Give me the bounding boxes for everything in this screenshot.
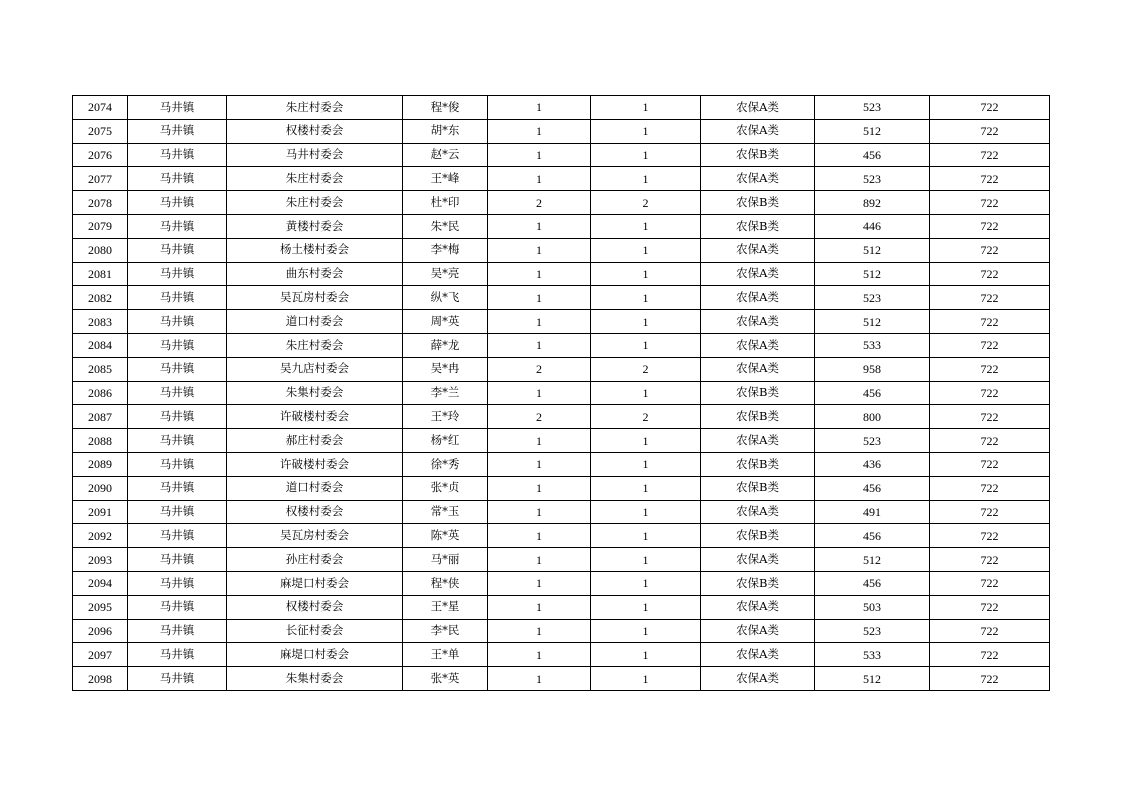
serial-number-cell: 2087	[73, 405, 128, 429]
household-count-cell: 2	[488, 191, 591, 215]
table-row	[73, 96, 1050, 120]
town-cell: 马井镇	[128, 643, 227, 667]
person-count-cell: 1	[591, 286, 701, 310]
village-committee-cell: 长征村委会	[227, 619, 403, 643]
person-count-cell: 1	[591, 452, 701, 476]
serial-number-cell: 2097	[73, 643, 128, 667]
insurance-category-cell: 农保B类	[701, 571, 815, 595]
amount-cell: 503	[815, 595, 930, 619]
serial-number-cell: 2076	[73, 143, 128, 167]
person-name-cell: 张*贞	[403, 476, 488, 500]
person-count-cell: 1	[591, 548, 701, 572]
person-count-cell: 1	[591, 96, 701, 120]
person-name-cell: 程*俊	[403, 96, 488, 120]
standard-cell: 722	[930, 96, 1050, 120]
person-count-cell: 1	[591, 262, 701, 286]
household-count-cell: 1	[488, 310, 591, 334]
insurance-category-cell: 农保A类	[701, 429, 815, 453]
village-committee-cell: 朱庄村委会	[227, 167, 403, 191]
table-row	[73, 452, 1050, 476]
table-row	[73, 381, 1050, 405]
serial-number-cell: 2095	[73, 595, 128, 619]
village-committee-cell: 郝庄村委会	[227, 429, 403, 453]
person-count-cell: 1	[591, 143, 701, 167]
standard-cell: 722	[930, 667, 1050, 691]
serial-number-cell: 2078	[73, 191, 128, 215]
person-count-cell: 1	[591, 429, 701, 453]
amount-cell: 446	[815, 214, 930, 238]
table-row	[73, 524, 1050, 548]
person-count-cell: 2	[591, 191, 701, 215]
standard-cell: 722	[930, 524, 1050, 548]
insurance-category-cell: 农保A类	[701, 238, 815, 262]
person-name-cell: 胡*东	[403, 119, 488, 143]
table-body	[73, 96, 1050, 691]
serial-number-cell: 2091	[73, 500, 128, 524]
town-cell: 马井镇	[128, 286, 227, 310]
amount-cell: 523	[815, 619, 930, 643]
serial-number-cell: 2084	[73, 333, 128, 357]
insurance-category-cell: 农保A类	[701, 357, 815, 381]
amount-cell: 491	[815, 500, 930, 524]
town-cell: 马井镇	[128, 191, 227, 215]
household-count-cell: 1	[488, 262, 591, 286]
insurance-category-cell: 农保A类	[701, 333, 815, 357]
insurance-category-cell: 农保A类	[701, 167, 815, 191]
table-row	[73, 357, 1050, 381]
insurance-category-cell: 农保A类	[701, 643, 815, 667]
person-name-cell: 薛*龙	[403, 333, 488, 357]
standard-cell: 722	[930, 643, 1050, 667]
table-row	[73, 643, 1050, 667]
serial-number-cell: 2082	[73, 286, 128, 310]
amount-cell: 456	[815, 524, 930, 548]
village-committee-cell: 许破楼村委会	[227, 452, 403, 476]
town-cell: 马井镇	[128, 429, 227, 453]
table-row	[73, 119, 1050, 143]
table-row	[73, 548, 1050, 572]
town-cell: 马井镇	[128, 667, 227, 691]
insurance-category-cell: 农保B类	[701, 381, 815, 405]
table-row	[73, 167, 1050, 191]
insurance-category-cell: 农保B类	[701, 476, 815, 500]
household-count-cell: 1	[488, 643, 591, 667]
person-name-cell: 陈*英	[403, 524, 488, 548]
amount-cell: 456	[815, 143, 930, 167]
household-count-cell: 1	[488, 524, 591, 548]
village-committee-cell: 孙庄村委会	[227, 548, 403, 572]
household-count-cell: 1	[488, 571, 591, 595]
household-count-cell: 1	[488, 619, 591, 643]
person-count-cell: 1	[591, 595, 701, 619]
standard-cell: 722	[930, 405, 1050, 429]
village-committee-cell: 朱庄村委会	[227, 333, 403, 357]
person-name-cell: 王*玲	[403, 405, 488, 429]
household-count-cell: 1	[488, 429, 591, 453]
standard-cell: 722	[930, 119, 1050, 143]
person-count-cell: 1	[591, 619, 701, 643]
household-count-cell: 2	[488, 405, 591, 429]
household-count-cell: 1	[488, 500, 591, 524]
person-count-cell: 2	[591, 405, 701, 429]
town-cell: 马井镇	[128, 262, 227, 286]
person-count-cell: 1	[591, 310, 701, 334]
household-count-cell: 1	[488, 333, 591, 357]
town-cell: 马井镇	[128, 96, 227, 120]
amount-cell: 512	[815, 119, 930, 143]
table-row	[73, 238, 1050, 262]
insurance-category-cell: 农保B类	[701, 524, 815, 548]
insurance-category-cell: 农保B类	[701, 405, 815, 429]
table-row	[73, 191, 1050, 215]
table-row	[73, 143, 1050, 167]
insurance-category-cell: 农保A类	[701, 310, 815, 334]
standard-cell: 722	[930, 143, 1050, 167]
household-count-cell: 1	[488, 143, 591, 167]
person-name-cell: 吴*冉	[403, 357, 488, 381]
amount-cell: 892	[815, 191, 930, 215]
household-count-cell: 1	[488, 548, 591, 572]
insurance-category-cell: 农保B类	[701, 191, 815, 215]
amount-cell: 800	[815, 405, 930, 429]
person-count-cell: 1	[591, 476, 701, 500]
amount-cell: 533	[815, 333, 930, 357]
serial-number-cell: 2093	[73, 548, 128, 572]
village-committee-cell: 权楼村委会	[227, 119, 403, 143]
village-committee-cell: 吴瓦房村委会	[227, 524, 403, 548]
town-cell: 马井镇	[128, 571, 227, 595]
serial-number-cell: 2080	[73, 238, 128, 262]
household-count-cell: 1	[488, 286, 591, 310]
standard-cell: 722	[930, 548, 1050, 572]
standard-cell: 722	[930, 310, 1050, 334]
insurance-category-cell: 农保B类	[701, 452, 815, 476]
village-committee-cell: 吴九店村委会	[227, 357, 403, 381]
insurance-category-cell: 农保A类	[701, 667, 815, 691]
insurance-category-cell: 农保A类	[701, 548, 815, 572]
amount-cell: 512	[815, 548, 930, 572]
village-committee-cell: 麻堤口村委会	[227, 643, 403, 667]
insurance-category-cell: 农保A类	[701, 96, 815, 120]
records-table	[72, 95, 1050, 691]
standard-cell: 722	[930, 381, 1050, 405]
village-committee-cell: 麻堤口村委会	[227, 571, 403, 595]
amount-cell: 456	[815, 381, 930, 405]
insurance-category-cell: 农保A类	[701, 500, 815, 524]
serial-number-cell: 2081	[73, 262, 128, 286]
table-row	[73, 500, 1050, 524]
town-cell: 马井镇	[128, 405, 227, 429]
village-committee-cell: 杨土楼村委会	[227, 238, 403, 262]
village-committee-cell: 曲东村委会	[227, 262, 403, 286]
person-name-cell: 张*英	[403, 667, 488, 691]
table-row	[73, 333, 1050, 357]
table-row	[73, 262, 1050, 286]
household-count-cell: 1	[488, 595, 591, 619]
amount-cell: 456	[815, 571, 930, 595]
insurance-category-cell: 农保A类	[701, 595, 815, 619]
table-row	[73, 476, 1050, 500]
town-cell: 马井镇	[128, 476, 227, 500]
standard-cell: 722	[930, 429, 1050, 453]
village-committee-cell: 权楼村委会	[227, 595, 403, 619]
person-count-cell: 2	[591, 357, 701, 381]
serial-number-cell: 2098	[73, 667, 128, 691]
town-cell: 马井镇	[128, 548, 227, 572]
person-name-cell: 杜*印	[403, 191, 488, 215]
standard-cell: 722	[930, 476, 1050, 500]
town-cell: 马井镇	[128, 167, 227, 191]
town-cell: 马井镇	[128, 119, 227, 143]
table-row	[73, 667, 1050, 691]
amount-cell: 533	[815, 643, 930, 667]
village-committee-cell: 道口村委会	[227, 310, 403, 334]
household-count-cell: 1	[488, 452, 591, 476]
person-name-cell: 周*英	[403, 310, 488, 334]
household-count-cell: 1	[488, 381, 591, 405]
town-cell: 马井镇	[128, 524, 227, 548]
insurance-category-cell: 农保A类	[701, 262, 815, 286]
town-cell: 马井镇	[128, 214, 227, 238]
insurance-category-cell: 农保A类	[701, 119, 815, 143]
serial-number-cell: 2090	[73, 476, 128, 500]
standard-cell: 722	[930, 238, 1050, 262]
village-committee-cell: 黄楼村委会	[227, 214, 403, 238]
person-name-cell: 李*兰	[403, 381, 488, 405]
insurance-category-cell: 农保B类	[701, 214, 815, 238]
standard-cell: 722	[930, 571, 1050, 595]
person-name-cell: 赵*云	[403, 143, 488, 167]
village-committee-cell: 朱集村委会	[227, 381, 403, 405]
household-count-cell: 1	[488, 476, 591, 500]
person-name-cell: 杨*红	[403, 429, 488, 453]
amount-cell: 456	[815, 476, 930, 500]
person-name-cell: 纵*飞	[403, 286, 488, 310]
person-count-cell: 1	[591, 333, 701, 357]
amount-cell: 523	[815, 286, 930, 310]
town-cell: 马井镇	[128, 143, 227, 167]
person-count-cell: 1	[591, 571, 701, 595]
person-name-cell: 王*峰	[403, 167, 488, 191]
amount-cell: 512	[815, 310, 930, 334]
standard-cell: 722	[930, 286, 1050, 310]
table-row	[73, 619, 1050, 643]
household-count-cell: 2	[488, 357, 591, 381]
person-name-cell: 李*梅	[403, 238, 488, 262]
standard-cell: 722	[930, 262, 1050, 286]
serial-number-cell: 2092	[73, 524, 128, 548]
town-cell: 马井镇	[128, 452, 227, 476]
town-cell: 马井镇	[128, 333, 227, 357]
town-cell: 马井镇	[128, 619, 227, 643]
person-name-cell: 王*星	[403, 595, 488, 619]
table-row	[73, 286, 1050, 310]
amount-cell: 512	[815, 238, 930, 262]
person-count-cell: 1	[591, 214, 701, 238]
standard-cell: 722	[930, 500, 1050, 524]
standard-cell: 722	[930, 167, 1050, 191]
town-cell: 马井镇	[128, 238, 227, 262]
person-count-cell: 1	[591, 667, 701, 691]
serial-number-cell: 2085	[73, 357, 128, 381]
village-committee-cell: 道口村委会	[227, 476, 403, 500]
household-count-cell: 1	[488, 167, 591, 191]
town-cell: 马井镇	[128, 500, 227, 524]
household-count-cell: 1	[488, 119, 591, 143]
serial-number-cell: 2096	[73, 619, 128, 643]
table-row	[73, 429, 1050, 453]
village-committee-cell: 朱庄村委会	[227, 191, 403, 215]
household-count-cell: 1	[488, 667, 591, 691]
table-row	[73, 310, 1050, 334]
town-cell: 马井镇	[128, 595, 227, 619]
serial-number-cell: 2074	[73, 96, 128, 120]
village-committee-cell: 马井村委会	[227, 143, 403, 167]
village-committee-cell: 朱集村委会	[227, 667, 403, 691]
person-count-cell: 1	[591, 167, 701, 191]
serial-number-cell: 2077	[73, 167, 128, 191]
person-count-cell: 1	[591, 643, 701, 667]
insurance-category-cell: 农保B类	[701, 143, 815, 167]
person-count-cell: 1	[591, 238, 701, 262]
village-committee-cell: 许破楼村委会	[227, 405, 403, 429]
standard-cell: 722	[930, 595, 1050, 619]
person-name-cell: 马*丽	[403, 548, 488, 572]
person-name-cell: 王*单	[403, 643, 488, 667]
insurance-category-cell: 农保A类	[701, 286, 815, 310]
village-committee-cell: 朱庄村委会	[227, 96, 403, 120]
town-cell: 马井镇	[128, 357, 227, 381]
table-row	[73, 214, 1050, 238]
standard-cell: 722	[930, 619, 1050, 643]
village-committee-cell: 吴瓦房村委会	[227, 286, 403, 310]
person-name-cell: 常*玉	[403, 500, 488, 524]
serial-number-cell: 2079	[73, 214, 128, 238]
person-count-cell: 1	[591, 524, 701, 548]
amount-cell: 523	[815, 429, 930, 453]
village-committee-cell: 权楼村委会	[227, 500, 403, 524]
serial-number-cell: 2086	[73, 381, 128, 405]
person-count-cell: 1	[591, 381, 701, 405]
amount-cell: 523	[815, 96, 930, 120]
household-count-cell: 1	[488, 214, 591, 238]
document-sheet	[72, 95, 1049, 691]
amount-cell: 523	[815, 167, 930, 191]
person-name-cell: 徐*秀	[403, 452, 488, 476]
amount-cell: 512	[815, 262, 930, 286]
amount-cell: 512	[815, 667, 930, 691]
serial-number-cell: 2083	[73, 310, 128, 334]
person-count-cell: 1	[591, 119, 701, 143]
person-name-cell: 朱*民	[403, 214, 488, 238]
household-count-cell: 1	[488, 96, 591, 120]
person-name-cell: 吴*亮	[403, 262, 488, 286]
table-row	[73, 571, 1050, 595]
standard-cell: 722	[930, 214, 1050, 238]
town-cell: 马井镇	[128, 381, 227, 405]
insurance-category-cell: 农保A类	[701, 619, 815, 643]
table-row	[73, 405, 1050, 429]
standard-cell: 722	[930, 452, 1050, 476]
serial-number-cell: 2075	[73, 119, 128, 143]
household-count-cell: 1	[488, 238, 591, 262]
standard-cell: 722	[930, 357, 1050, 381]
serial-number-cell: 2088	[73, 429, 128, 453]
town-cell: 马井镇	[128, 310, 227, 334]
amount-cell: 958	[815, 357, 930, 381]
standard-cell: 722	[930, 191, 1050, 215]
person-name-cell: 程*侠	[403, 571, 488, 595]
amount-cell: 436	[815, 452, 930, 476]
person-count-cell: 1	[591, 500, 701, 524]
standard-cell: 722	[930, 333, 1050, 357]
serial-number-cell: 2094	[73, 571, 128, 595]
table-row	[73, 595, 1050, 619]
serial-number-cell: 2089	[73, 452, 128, 476]
person-name-cell: 李*民	[403, 619, 488, 643]
